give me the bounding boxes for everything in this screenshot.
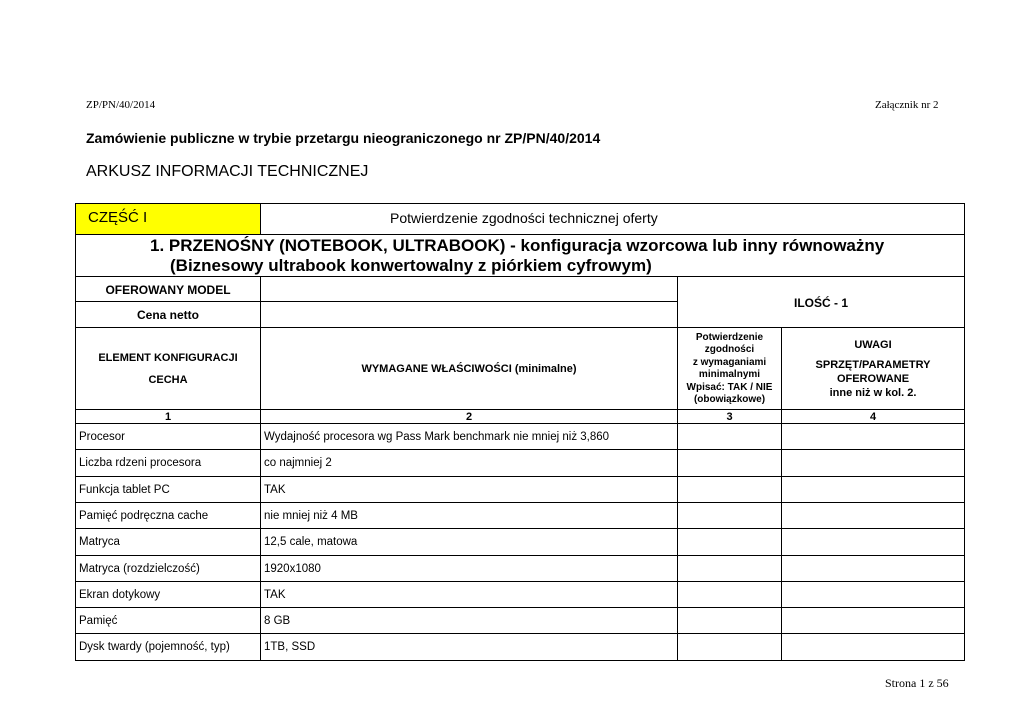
remarks-input-cell[interactable] xyxy=(781,555,965,582)
feature-label: Dysk twardy (pojemność, typ) xyxy=(79,641,230,653)
section-heading-line1: 1. PRZENOŚNY (NOTEBOOK, ULTRABOOK) - konfiguracja wzorcowa lub inny równoważny xyxy=(150,236,885,255)
confirmation-input-cell[interactable] xyxy=(677,528,782,556)
page-title: ARKUSZ INFORMACJI TECHNICZNEJ xyxy=(86,163,369,180)
column-header-confirmation-line5: Wpisać: TAK / NIE xyxy=(686,381,773,393)
column-header-feature-line2: CECHA xyxy=(148,373,188,386)
feature-label: Pamięć podręczna cache xyxy=(79,509,209,522)
requirement-value: 1TB, SSD xyxy=(264,641,316,653)
requirement-value: 1920x1080 xyxy=(264,562,321,575)
part-label: CZĘŚĆ I xyxy=(88,209,148,226)
confirmation-input-cell[interactable] xyxy=(677,555,782,582)
requirement-value: nie mniej niż 4 MB xyxy=(264,509,358,522)
remarks-input-cell[interactable] xyxy=(781,476,965,503)
column-header-confirmation-line3: z wymaganiami xyxy=(692,356,767,368)
column-number-4: 4 xyxy=(869,410,877,423)
confirmation-input-cell[interactable] xyxy=(677,607,782,634)
offered-model-label: OFEROWANY MODEL xyxy=(105,282,231,297)
net-price-label: Cena netto xyxy=(136,308,199,322)
feature-label: Matryca xyxy=(79,536,120,548)
confirmation-input-cell[interactable] xyxy=(677,476,782,503)
column-header-confirmation-text xyxy=(677,328,782,410)
remarks-input-cell[interactable] xyxy=(781,449,965,477)
requirement-value: TAK xyxy=(264,588,286,601)
remarks-input-cell[interactable] xyxy=(781,633,965,661)
offered-model-input[interactable] xyxy=(260,276,678,302)
column-number-3: 3 xyxy=(726,410,733,423)
remarks-input-cell[interactable] xyxy=(781,528,965,556)
column-number-1: 1 xyxy=(164,410,172,423)
requirement-value: Wydajność procesora wg Pass Mark benchmark nie mniej niż 3,860 xyxy=(264,430,610,443)
column-header-confirmation-line6: (obowiązkowe) xyxy=(693,394,766,405)
feature-label: Ekran dotykowy xyxy=(79,588,161,601)
confirmation-input-cell[interactable] xyxy=(677,633,782,661)
remarks-input-cell[interactable] xyxy=(781,502,965,529)
tender-subtitle: Zamówienie publiczne w trybie przetargu nieograniczonego nr ZP/PN/40/2014 xyxy=(86,130,601,146)
quantity-label: ILOŚĆ - 1 xyxy=(793,295,848,310)
column-header-remarks-text xyxy=(781,330,965,408)
column-header-confirmation-line1: Potwierdzenie xyxy=(695,331,764,343)
confirmation-input-cell[interactable] xyxy=(677,423,782,450)
page-number: Strona 1 z 56 xyxy=(885,676,949,690)
column-number-2: 2 xyxy=(465,410,473,423)
requirement-value: TAK xyxy=(264,483,286,496)
column-header-remarks-line4: inne niż w kol. 2. xyxy=(829,387,917,399)
confirmation-input-cell[interactable] xyxy=(677,502,782,529)
column-header-remarks-line2: SPRZĘT/PARAMETRY xyxy=(815,359,931,371)
remarks-input-cell[interactable] xyxy=(781,581,965,608)
confirmation-label: Potwierdzenie zgodności technicznej oferty xyxy=(390,210,658,226)
section-heading xyxy=(150,236,884,276)
column-header-feature-line1: ELEMENT KONFIGURACJI xyxy=(98,351,238,364)
feature-label: Funkcja tablet PC xyxy=(79,483,170,496)
confirmation-input-cell[interactable] xyxy=(677,449,782,477)
feature-label: Pamięć xyxy=(79,614,118,627)
requirement-value: 12,5 cale, matowa xyxy=(264,536,358,548)
section-heading-line2: (Biznesowy ultrabook konwertowalny z piórkiem cyfrowym) xyxy=(170,256,652,275)
column-header-feature-text xyxy=(75,327,261,410)
column-header-requirements-text: WYMAGANE WŁAŚCIWOŚCI (minimalne) xyxy=(361,362,577,375)
column-header-confirmation-line2: zgodności xyxy=(704,344,755,355)
net-price-input[interactable] xyxy=(260,301,678,328)
requirement-value: 8 GB xyxy=(264,614,291,627)
requirement-value: co najmniej 2 xyxy=(264,457,332,469)
column-header-remarks-line1: UWAGI xyxy=(854,339,892,351)
confirmation-input-cell[interactable] xyxy=(677,581,782,608)
annex-number: Załącznik nr 2 xyxy=(875,99,939,111)
feature-label: Liczba rdzeni procesora xyxy=(79,457,202,469)
document-reference: ZP/PN/40/2014 xyxy=(86,99,156,111)
feature-label: Procesor xyxy=(79,430,126,443)
column-header-remarks-line3: OFEROWANE xyxy=(836,373,910,385)
feature-label: Matryca (rozdzielczość) xyxy=(79,562,200,575)
remarks-input-cell[interactable] xyxy=(781,607,965,634)
remarks-input-cell[interactable] xyxy=(781,423,965,450)
column-header-confirmation-line4: minimalnymi xyxy=(698,369,761,380)
